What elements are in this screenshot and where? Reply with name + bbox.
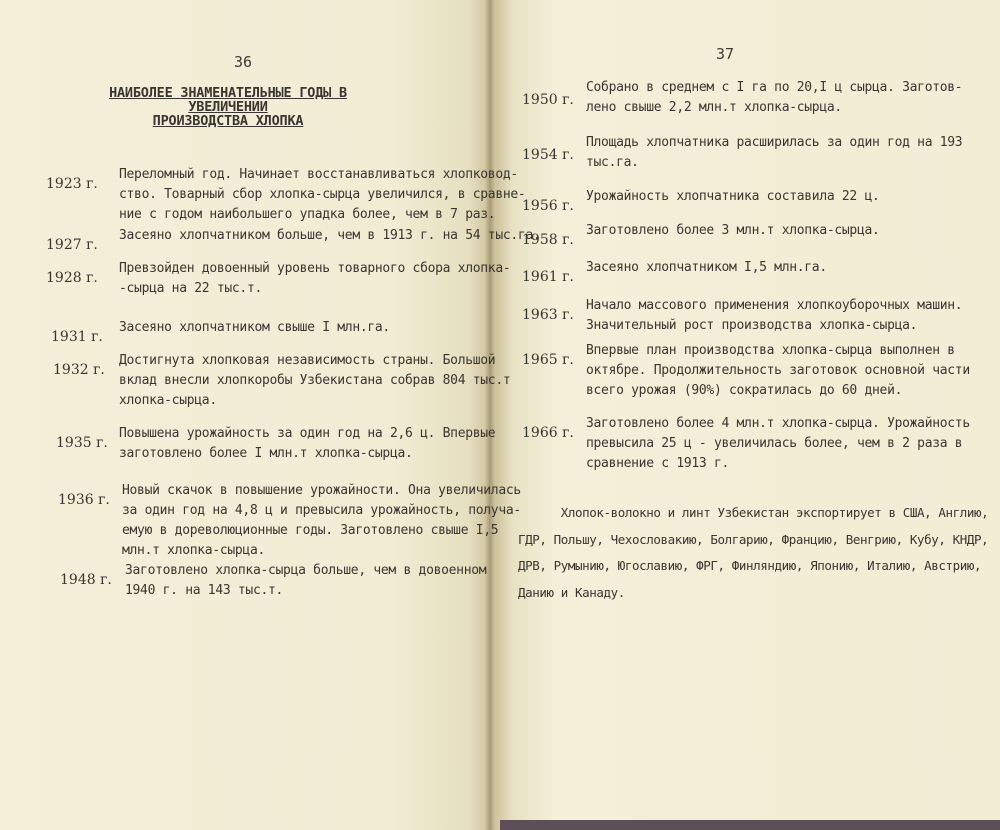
entry-text: Превзойден довоенный уровень товарного сбора хлопка- -сырца на 22 тыс.т.: [119, 261, 511, 296]
entry-text: Засеяно хлопчатником I,5 млн.га.: [586, 260, 827, 275]
entry-text: Впервые план производства хлопка-сырца выполнен в октябре. Продолжительность заготовок основной части всего урожая (90%) сократилась до 60 дней.: [586, 343, 970, 398]
entry-text: Заготовлено более 3 млн.т хлопка-сырца.: [586, 223, 880, 238]
entry-text: Площадь хлопчатника расширилась за один год на 193 тыс.га.: [586, 135, 963, 170]
entry-year: 1932 г.: [53, 362, 105, 378]
entry-text: Засеяно хлопчатником больше, чем в 1913 г. на 54 тыс.га.: [119, 228, 541, 243]
entry-text: Повышена урожайность за один год на 2,6 ц. Впервые заготовлено более I млн.т хлопка-сырца.: [119, 426, 496, 461]
entry-text: Переломный год. Начинает восстанавливаться хлопковод- ство. Товарный сбор хлопка-сырца увеличился, в сравне- ние с годом наибольшего упадка более, чем в 7 раз.: [119, 167, 526, 222]
entry-text: Засеяно хлопчатником свыше I млн.га.: [119, 320, 390, 335]
entry-year: 1923 г.: [46, 176, 98, 192]
entry-text: Начало массового применения хлопкоуборочных машин. Значительный рост производства хлопка-сырца.: [586, 298, 963, 333]
entry-text: Новый скачок в повышение урожайности. Она увеличилась за один год на 4,8 ц и превысила урожайность, получа- емую в дореволюционные годы. Заготовлено свыше I,5 млн.т хлопка-сырца.: [122, 483, 521, 558]
entry-year: 1963 г.: [522, 307, 574, 323]
entry-year: 1958 г.: [522, 232, 574, 248]
entry-text: Собрано в среднем с I га по 20,I ц сырца. Заготов- лено свыше 2,2 млн.т хлопка-сырца.: [586, 80, 963, 115]
entry-year: 1948 г.: [60, 572, 112, 588]
entry-year: 1927 г.: [46, 237, 98, 253]
export-paragraph: Хлопок-волокно и линт Узбекистан экспортирует в США, Англию, ГДР, Польшу, Чехословакию, Болгарию, Францию, Венгрию, Кубу, КНДР, ДРВ, Румынию, Югославию, ФРГ, Финляндию, Японию, Италию, Австрию, Данию и Канаду.: [518, 505, 989, 600]
entry-text: Достигнута хлопковая независимость страны. Большой вклад внесли хлопкоробы Узбекистана собрав 804 тыс.т хлопка-сырца.: [119, 353, 511, 408]
entry-year: 1935 г.: [56, 435, 108, 451]
left-page-number: 36: [234, 53, 253, 71]
right-page-number: 37: [716, 45, 735, 63]
entry-year: 1931 г.: [51, 329, 103, 345]
entry-year: 1936 г.: [58, 492, 110, 508]
entry-text: Заготовлено более 4 млн.т хлопка-сырца. Урожайность превысила 25 ц - увеличилась более, чем в 2 раза в сравнение с 1913 г.: [586, 416, 970, 471]
entry-year: 1956 г.: [522, 198, 574, 214]
entry-year: 1966 г.: [522, 425, 574, 441]
entry-year: 1954 г.: [522, 147, 574, 163]
entry-year: 1928 г.: [46, 270, 98, 286]
entry-year: 1950 г.: [522, 92, 574, 108]
entry-text: Урожайность хлопчатника составила 22 ц.: [586, 189, 880, 204]
cover-edge: [500, 820, 1000, 830]
entry-text: Заготовлено хлопка-сырца больше, чем в довоенном 1940 г. на 143 тыс.т.: [125, 563, 487, 598]
page-heading: НАИБОЛЕЕ ЗНАМЕНАТЕЛЬНЫЕ ГОДЫ В УВЕЛИЧЕНИИ ПРОИЗВОДСТВА ХЛОПКА: [109, 85, 347, 129]
book-spine: [484, 0, 496, 830]
entry-year: 1961 г.: [522, 269, 574, 285]
entry-year: 1965 г.: [522, 352, 574, 368]
